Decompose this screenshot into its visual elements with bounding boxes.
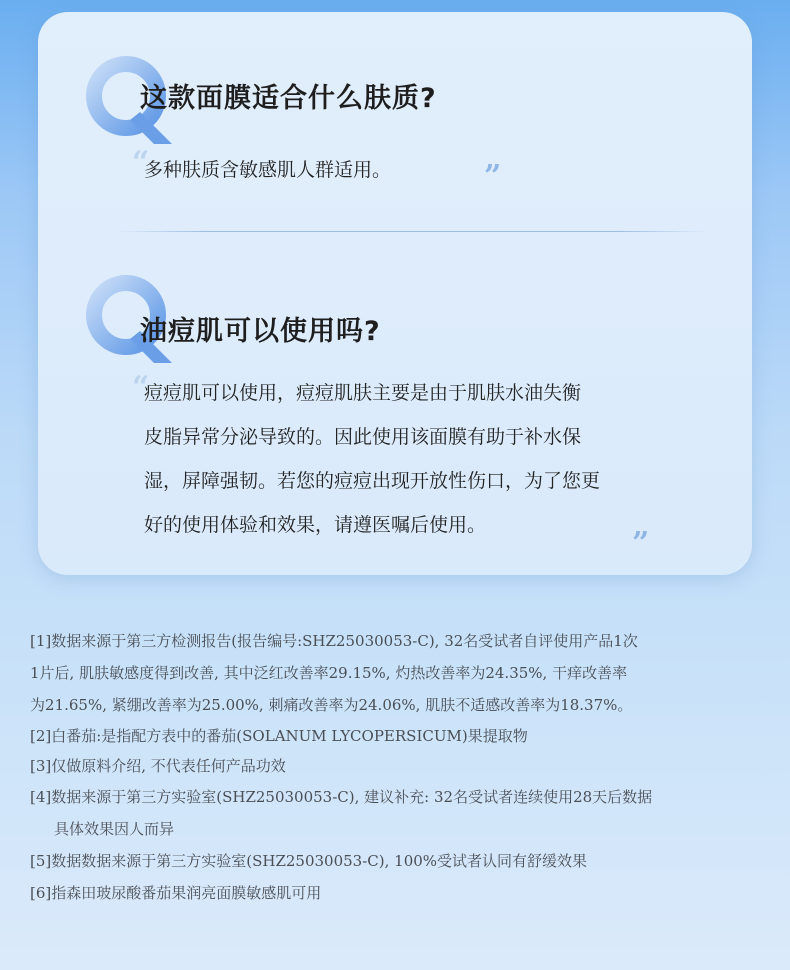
footnote-line: 具体效果因人而异 bbox=[54, 820, 175, 838]
faq-card bbox=[38, 12, 752, 575]
answer-line: 好的使用体验和效果，请遵医嘱后使用。 bbox=[144, 514, 487, 536]
footnote-line: [1]数据来源于第三方检测报告(报告编号:SHZ25030053-C), 32名受试者自评使用产品1次 bbox=[30, 632, 638, 650]
answer-line: 多种肤质含敏感肌人群适用。 bbox=[144, 159, 392, 181]
question-title: 这款面膜适合什么肤质? bbox=[140, 83, 437, 114]
footnote-line: [5]数据数据来源于第三方实验室(SHZ25030053-C), 100%受试者认同有舒缓效果 bbox=[30, 852, 588, 870]
faq-item-skin-type bbox=[38, 12, 752, 222]
footnote-line: [3]仅做原料介绍, 不代表任何产品功效 bbox=[30, 757, 286, 775]
footnotes bbox=[30, 625, 775, 909]
answer-line: 皮脂异常分泌导致的。因此使用该面膜有助于补水保 bbox=[144, 426, 582, 448]
answer-line: 湿，屏障强韧。若您的痘痘出现开放性伤口，为了您更 bbox=[144, 470, 601, 492]
open-quote-icon: “ bbox=[132, 145, 150, 180]
faq-item-acne-skin bbox=[38, 257, 752, 575]
footnote-line: [2]白番茄:是指配方表中的番茄(SOLANUM LYCOPERSICUM)果提取物 bbox=[30, 727, 528, 745]
answer-line: 痘痘肌可以使用，痘痘肌肤主要是由于肌肤水油失衡 bbox=[144, 382, 582, 404]
question-title: 油痘肌可以使用吗? bbox=[140, 316, 381, 347]
close-quote-icon: ” bbox=[632, 526, 650, 561]
footnote-line: 1片后, 肌肤敏感度得到改善, 其中泛红改善率29.15%, 灼热改善率为24.35%, 干痒改善率 bbox=[30, 664, 628, 682]
divider bbox=[116, 231, 708, 232]
footnote-line: [4]数据来源于第三方实验室(SHZ25030053-C), 建议补充: 32名受试者连续使用28天后数据 bbox=[30, 788, 653, 806]
footnote-line: [6]指森田玻尿酸番茄果润亮面膜敏感肌可用 bbox=[30, 884, 322, 902]
answer-text bbox=[144, 371, 600, 547]
close-quote-icon: ” bbox=[484, 159, 502, 194]
footnote-line: 为21.65%, 紧绷改善率为25.00%, 刺痛改善率为24.06%, 肌肤不适感改善率为18.37%。 bbox=[30, 696, 633, 714]
answer-text bbox=[144, 148, 391, 192]
open-quote-icon: “ bbox=[132, 370, 150, 405]
